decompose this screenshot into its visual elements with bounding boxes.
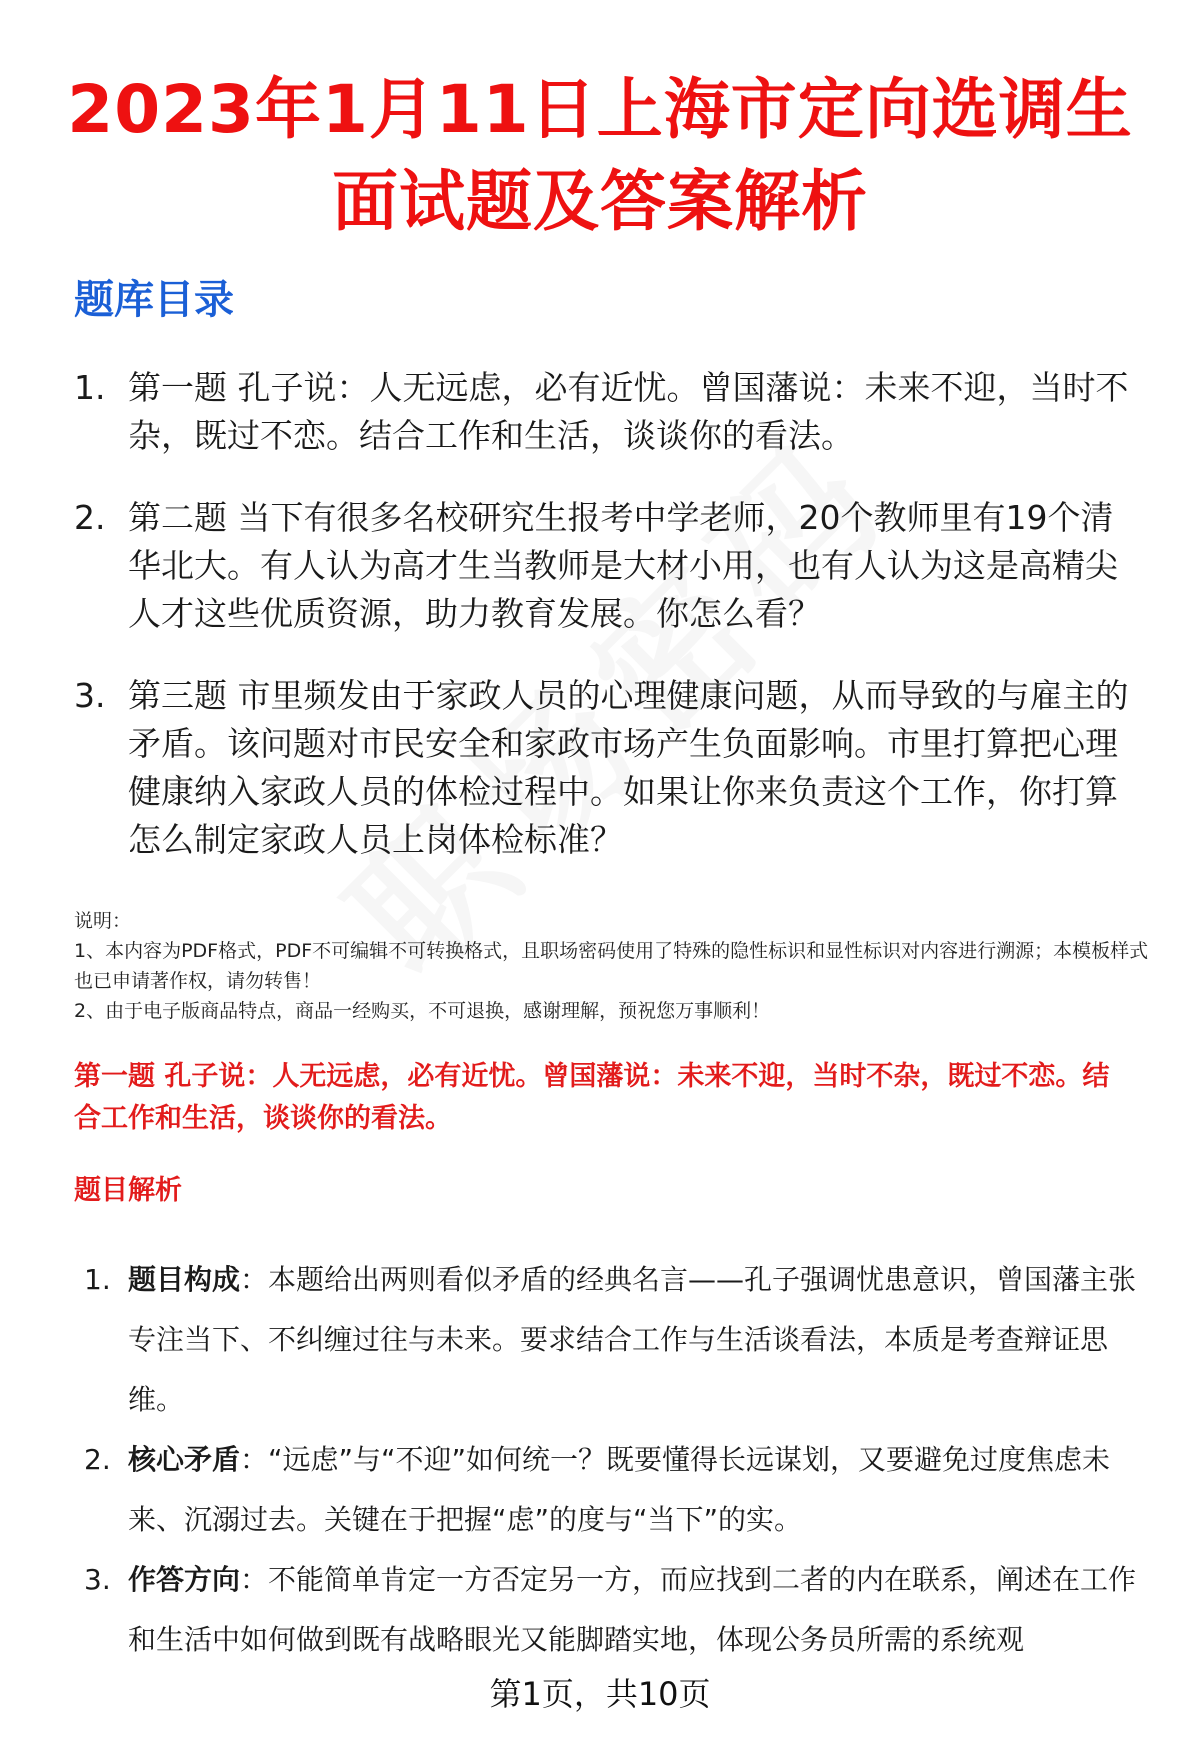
- note-label: 说明：: [74, 910, 132, 932]
- analysis-item-number: 2.: [84, 1443, 111, 1476]
- note-line-2: 2、由于电子版商品特点，商品一经购买，不可退换，感谢理解，预祝您万事顺利！: [74, 1000, 771, 1022]
- toc-item-text: 第三题 市里频发由于家政人员的心理健康问题，从而导致的与雇主的矛盾。该问题对市民安全和家政市场产生负面影响。市里打算把心理健康纳入家政人员的体检过程中。如果让你来负责这个工作，你打算怎么制定家政人员上岗体检标准？: [128, 676, 1129, 859]
- toc-item[interactable]: [74, 672, 1144, 864]
- toc-item-text: 第一题 孔子说：人无远虑，必有近忧。曾国藩说：未来不迎，当时不杂，既过不恋。结合工作和生活，谈谈你的看法。: [128, 368, 1129, 455]
- analysis-item: [84, 1250, 1150, 1430]
- analysis-item: [84, 1550, 1150, 1670]
- document-title: 2023年1月11日上海市定向选调生面试题及答案解析: [67, 71, 1133, 240]
- disclaimer-note: [74, 906, 1164, 1026]
- toc-item[interactable]: [74, 364, 1144, 460]
- analysis-item-label: 作答方向: [128, 1563, 241, 1596]
- toc-item-text: 第二题 当下有很多名校研究生报考中学老师，20个教师里有19个清华北大。有人认为高才生当教师是大材小用，也有人认为这是高精尖人才这些优质资源，助力教育发展。你怎么看？: [128, 498, 1118, 633]
- analysis-item-number: 3.: [84, 1563, 111, 1596]
- analysis-list: [84, 1250, 1150, 1670]
- analysis-item-label: 题目构成: [128, 1263, 241, 1296]
- note-line-1: 1、本内容为PDF格式，PDF不可编辑不可转换格式，且职场密码使用了特殊的隐性标识和显性标识对内容进行溯源；本模板样式也已申请著作权，请勿转售！: [74, 940, 1149, 992]
- analysis-item-text: ：不能简单肯定一方否定另一方，而应找到二者的内在联系，阐述在工作和生活中如何做到既有战略眼光又能脚踏实地，体现公务员所需的系统观: [128, 1563, 1137, 1656]
- analysis-item-text: ：“远虑”与“不迎”如何统一？既要懂得长远谋划，又要避免过度焦虑未来、沉溺过去。关键在于把握“虑”的度与“当下”的实。: [128, 1443, 1111, 1536]
- analysis-heading: 题目解析: [74, 1175, 182, 1206]
- analysis-item-label: 核心矛盾: [128, 1443, 241, 1476]
- question-heading: 第一题 孔子说：人无远虑，必有近忧。曾国藩说：未来不迎，当时不杂，既过不恋。结合工作和生活，谈谈你的看法。: [74, 1061, 1110, 1134]
- toc-item-number: 1.: [74, 368, 106, 407]
- toc-item[interactable]: [74, 494, 1144, 638]
- analysis-item-number: 1.: [84, 1263, 111, 1296]
- toc-item-number: 3.: [74, 676, 106, 715]
- toc-item-number: 2.: [74, 498, 106, 537]
- analysis-item-text: ：本题给出两则看似矛盾的经典名言——孔子强调忧患意识，曾国藩主张专注当下、不纠缠过往与未来。要求结合工作与生活谈看法，本质是考查辩证思维。: [128, 1263, 1137, 1416]
- analysis-item: [84, 1430, 1150, 1550]
- toc-list: [74, 364, 1144, 898]
- toc-heading: 题库目录: [74, 277, 234, 323]
- page-number-footer: 第1页，共10页: [489, 1675, 711, 1713]
